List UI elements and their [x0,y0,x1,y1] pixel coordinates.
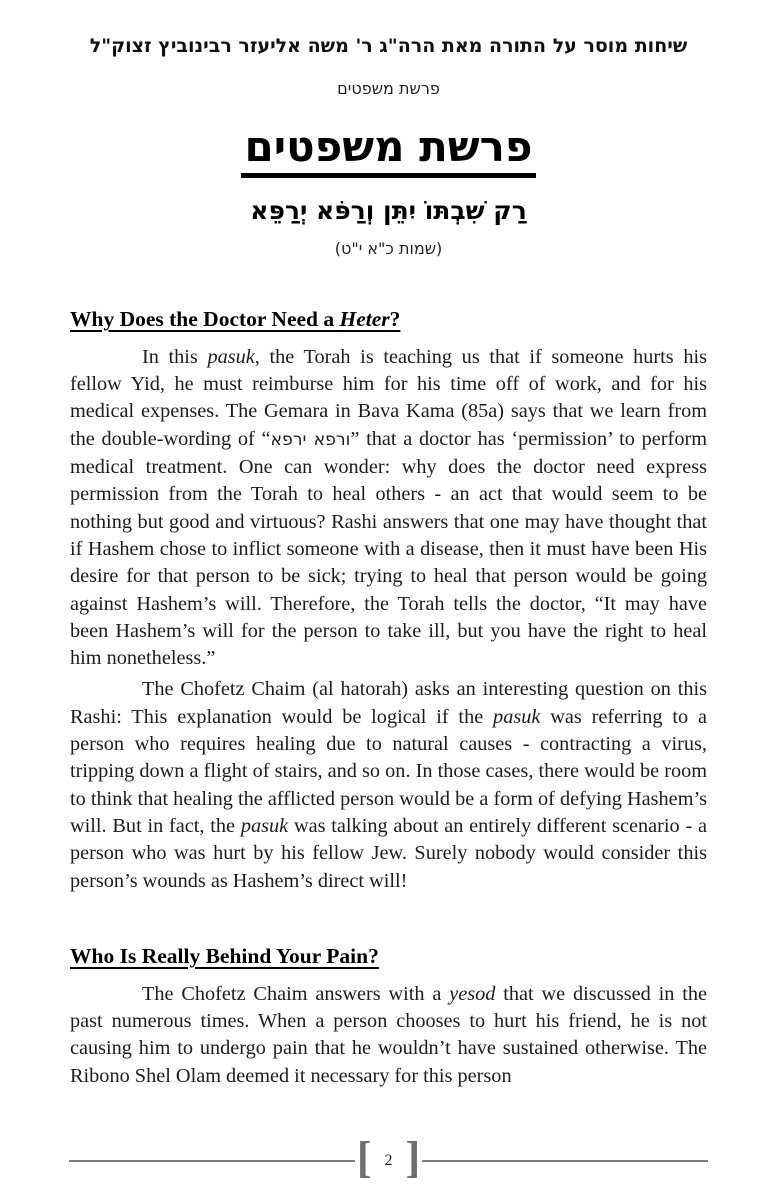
footer-rule-left [69,1160,355,1162]
section-heading-text: Why Does the Doctor Need a Heter? [70,307,401,331]
pasuk-citation: (שמות כ"א י"ט) [334,239,443,258]
page-footer [69,1133,708,1184]
left-bracket-ornament: [ [356,1133,372,1182]
right-bracket-ornament: ] [405,1133,421,1182]
paragraph-chofetz-chaim-answer: The Chofetz Chaim answers with a yesod that we discussed in the past numerous times. When a person chooses to hurt his friend, he is not causing him to undergo pain that he wouldn’t have sustained otherwise. The Ribono Shel Olam deemed it necessary for this person [70,982,707,1087]
section-heading-behind-pain [70,943,707,970]
paragraph-pasuk-teaching: In this pasuk, the Torah is teaching us that if someone hurts his fellow Yid, he must reimburse him for his time off of work, and for his medical expenses. The Gemara in Bava Kama (85a) says that we learn from the double-wording of “ורפא ירפא” that a doctor has ‘permission’ to perform medical treatment. One can wonder: why does the doctor need express permission from the Torah to heal others - an act that would seem to be nothing but good and virtuous? Rashi answers that one may have thought that if Hashem chose to inflict someone with a disease, then it must have been His desire for that person to be sick; trying to heal that person would be going against Hashem’s will. Therefore, the Torah tells the doctor, “It may have been Hashem’s will for the person to take ill, but you have the right to heal him nonetheless.” [70,345,707,670]
title-block [70,121,707,178]
page-number: 2 [384,1152,393,1169]
parsha-subtitle: פרשת משפטים [337,78,440,98]
section-heading-doctor-heter [70,306,707,333]
pasuk-text: רַק שִׁבְתּוֹ יִתֵּן וְרַפֹּא יְרַפֵּא [250,196,527,225]
section-heading-text: Who Is Really Behind Your Pain? [70,943,379,968]
paragraph-chofetz-chaim-question: The Chofetz Chaim (al hatorah) asks an interesting question on this Rashi: This explanation would be logical if the pasuk was referring to a person who requires healing due to natural causes - contracting a virus, tripping down a flight of stairs, and so on. In those cases, there would be room to think that healing the afflicted person would be a form of defying Hashem’s will. But in fact, the pasuk was talking about an entirely different scenario - a person who was hurt by his fellow Jew. Surely nobody would consider this person’s wounds as Hashem’s direct will! [70,678,708,892]
parsha-title: פרשת משפטים [241,124,535,178]
document-header-hebrew: שיחות מוסר על התורה מאת הרה"ג ר' משה אליעזר רבינוביץ זצוק"ל [89,35,688,57]
footer-rule-right [422,1160,708,1162]
